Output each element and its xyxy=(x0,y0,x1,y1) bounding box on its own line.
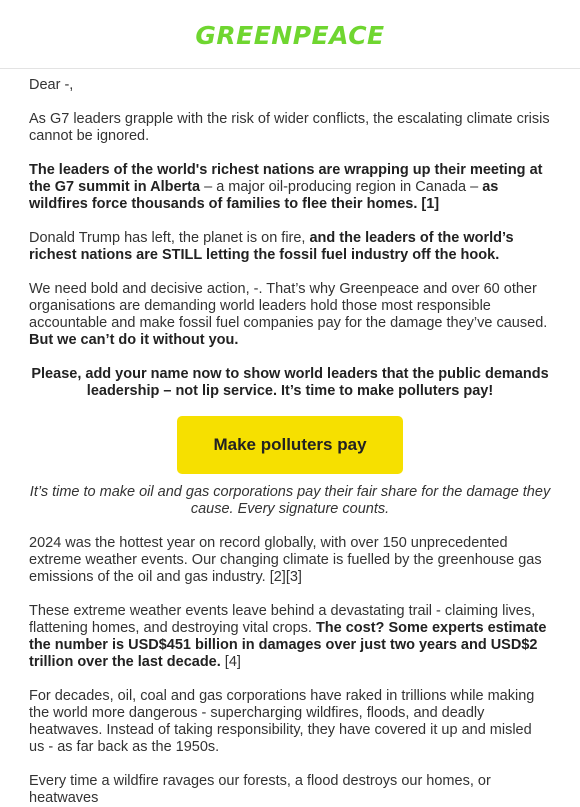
paragraph-intro: As G7 leaders grapple with the risk of wider conflicts, the escalating climate crisis cannot be ignored. xyxy=(29,111,550,144)
text: These extreme weather events leave behind a devastating trail - claiming lives, flattening homes, and destroying vital crops. xyxy=(29,603,536,636)
cta-button-wrapper xyxy=(29,416,551,474)
salutation: Dear -, xyxy=(29,77,74,93)
paragraph-hottest-year: 2024 was the hottest year on record globally, with over 150 unprecedented extreme weather events. Our changing climate is fuelled by the greenhouse gas emissions of the oil and gas industry. [2][3] xyxy=(29,535,542,585)
paragraph-extreme-weather xyxy=(29,603,551,671)
paragraph-trump xyxy=(29,230,551,264)
call-to-action-text: Please, add your name now to show world leaders that the public demands leadership – not lip service. It’s time to make polluters pay! xyxy=(31,366,549,399)
greenpeace-logo[interactable]: GREENPEACE xyxy=(195,21,385,50)
bold-text: The cost? Some experts estimate the number is USD$451 billion in damages over just two years and USD$2 trillion over the last decade. xyxy=(29,620,547,670)
bold-text: The leaders of the world's richest nations are wrapping up their meeting at the G7 summit in Alberta xyxy=(29,162,543,195)
email-header xyxy=(0,0,580,68)
make-polluters-pay-button[interactable]: Make polluters pay xyxy=(177,416,403,474)
text: [4] xyxy=(220,654,241,670)
bold-text: and the leaders of the world’s richest nations are STILL letting the fossil fuel industry off the hook. xyxy=(29,230,514,263)
paragraph-g7-summit xyxy=(29,162,551,213)
paragraph-wildfire: Every time a wildfire ravages our forests, a flood destroys our homes, or heatwaves xyxy=(29,773,491,806)
signature-note: It’s time to make oil and gas corporations pay their fair share for the damage they cause. Every signature counts. xyxy=(29,484,551,517)
text: – a major oil-producing region in Canada – xyxy=(200,179,483,195)
email-body xyxy=(0,69,580,807)
text: Donald Trump has left, the planet is on fire, xyxy=(29,230,310,246)
bold-text: as wildfires force thousands of families to flee their homes. [1] xyxy=(29,179,499,212)
paragraph-action xyxy=(29,281,551,349)
bold-text: But we can’t do it without you. xyxy=(29,332,239,348)
text: We need bold and decisive action, -. That’s why Greenpeace and over 60 other organisations are demanding world leaders hold those most responsible accountable and make fossil fuel companies pay for the damage they’ve caused. xyxy=(29,281,548,331)
paragraph-corporations: For decades, oil, coal and gas corporations have raked in trillions while making the world more dangerous - supercharging wildfires, floods, and deadly heatwaves. Instead of taking responsibility, they have covered it up and misled us - as far back as the 1950s. xyxy=(29,688,535,755)
